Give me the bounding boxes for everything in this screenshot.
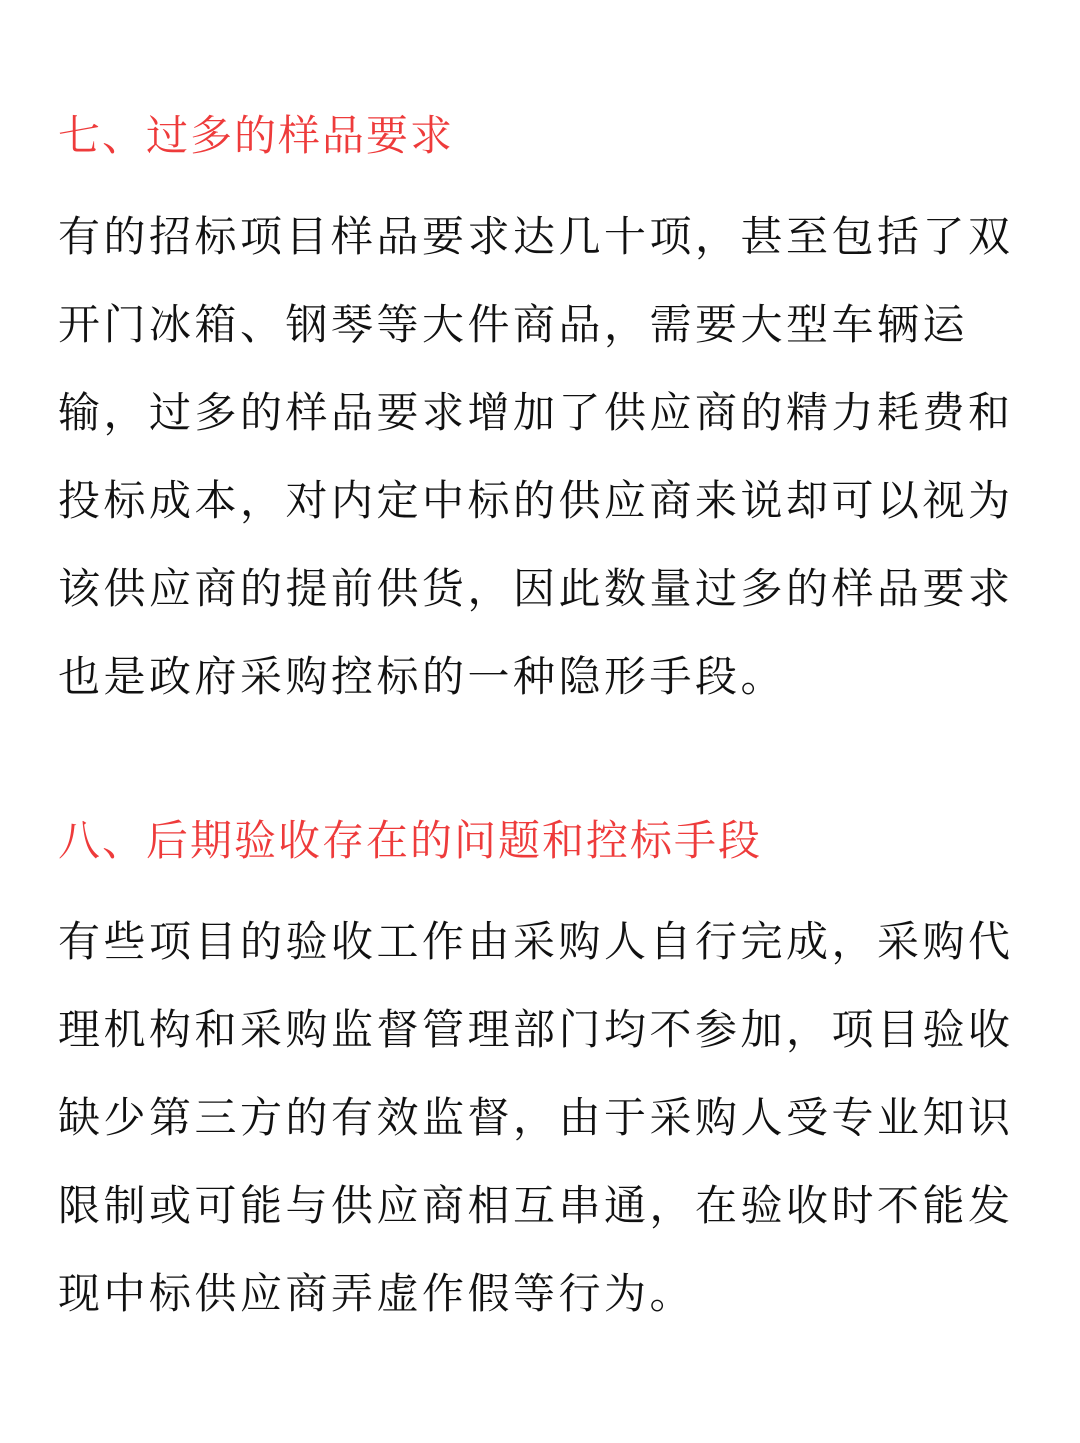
paragraph-line: 现中标供应商弄虚作假等行为。 — [58, 1269, 696, 1318]
section-paragraph — [58, 898, 1022, 1338]
section-heading: 七、过多的样品要求 — [58, 111, 455, 160]
section-sample-requirements — [58, 107, 1022, 721]
section-heading: 八、后期验收存在的问题和控标手段 — [58, 816, 763, 865]
paragraph-line: 缺少第三方的有效监督，由于采购人受专业知识 — [58, 1093, 1014, 1142]
section-paragraph — [58, 193, 1022, 721]
paragraph-line: 有些项目的验收工作由采购人自行完成，采购代 — [58, 917, 1014, 966]
paragraph-line: 有的招标项目样品要求达几十项，甚至包括了双 — [58, 212, 1014, 261]
paragraph-line: 该供应商的提前供货，因此数量过多的样品要求 — [58, 564, 1014, 613]
paragraph-line: 限制或可能与供应商相互串通，在验收时不能发 — [58, 1181, 1014, 1230]
paragraph-line: 开门冰箱、钢琴等大件商品，需要大型车辆运 — [58, 300, 969, 349]
paragraph-line: 也是政府采购控标的一种隐形手段。 — [58, 652, 787, 701]
paragraph-line: 输，过多的样品要求增加了供应商的精力耗费和 — [58, 388, 1014, 437]
section-acceptance-issues — [58, 812, 1022, 1338]
paragraph-line: 理机构和采购监督管理部门均不参加，项目验收 — [58, 1005, 1014, 1054]
paragraph-line: 投标成本，对内定中标的供应商来说却可以视为 — [58, 476, 1014, 525]
